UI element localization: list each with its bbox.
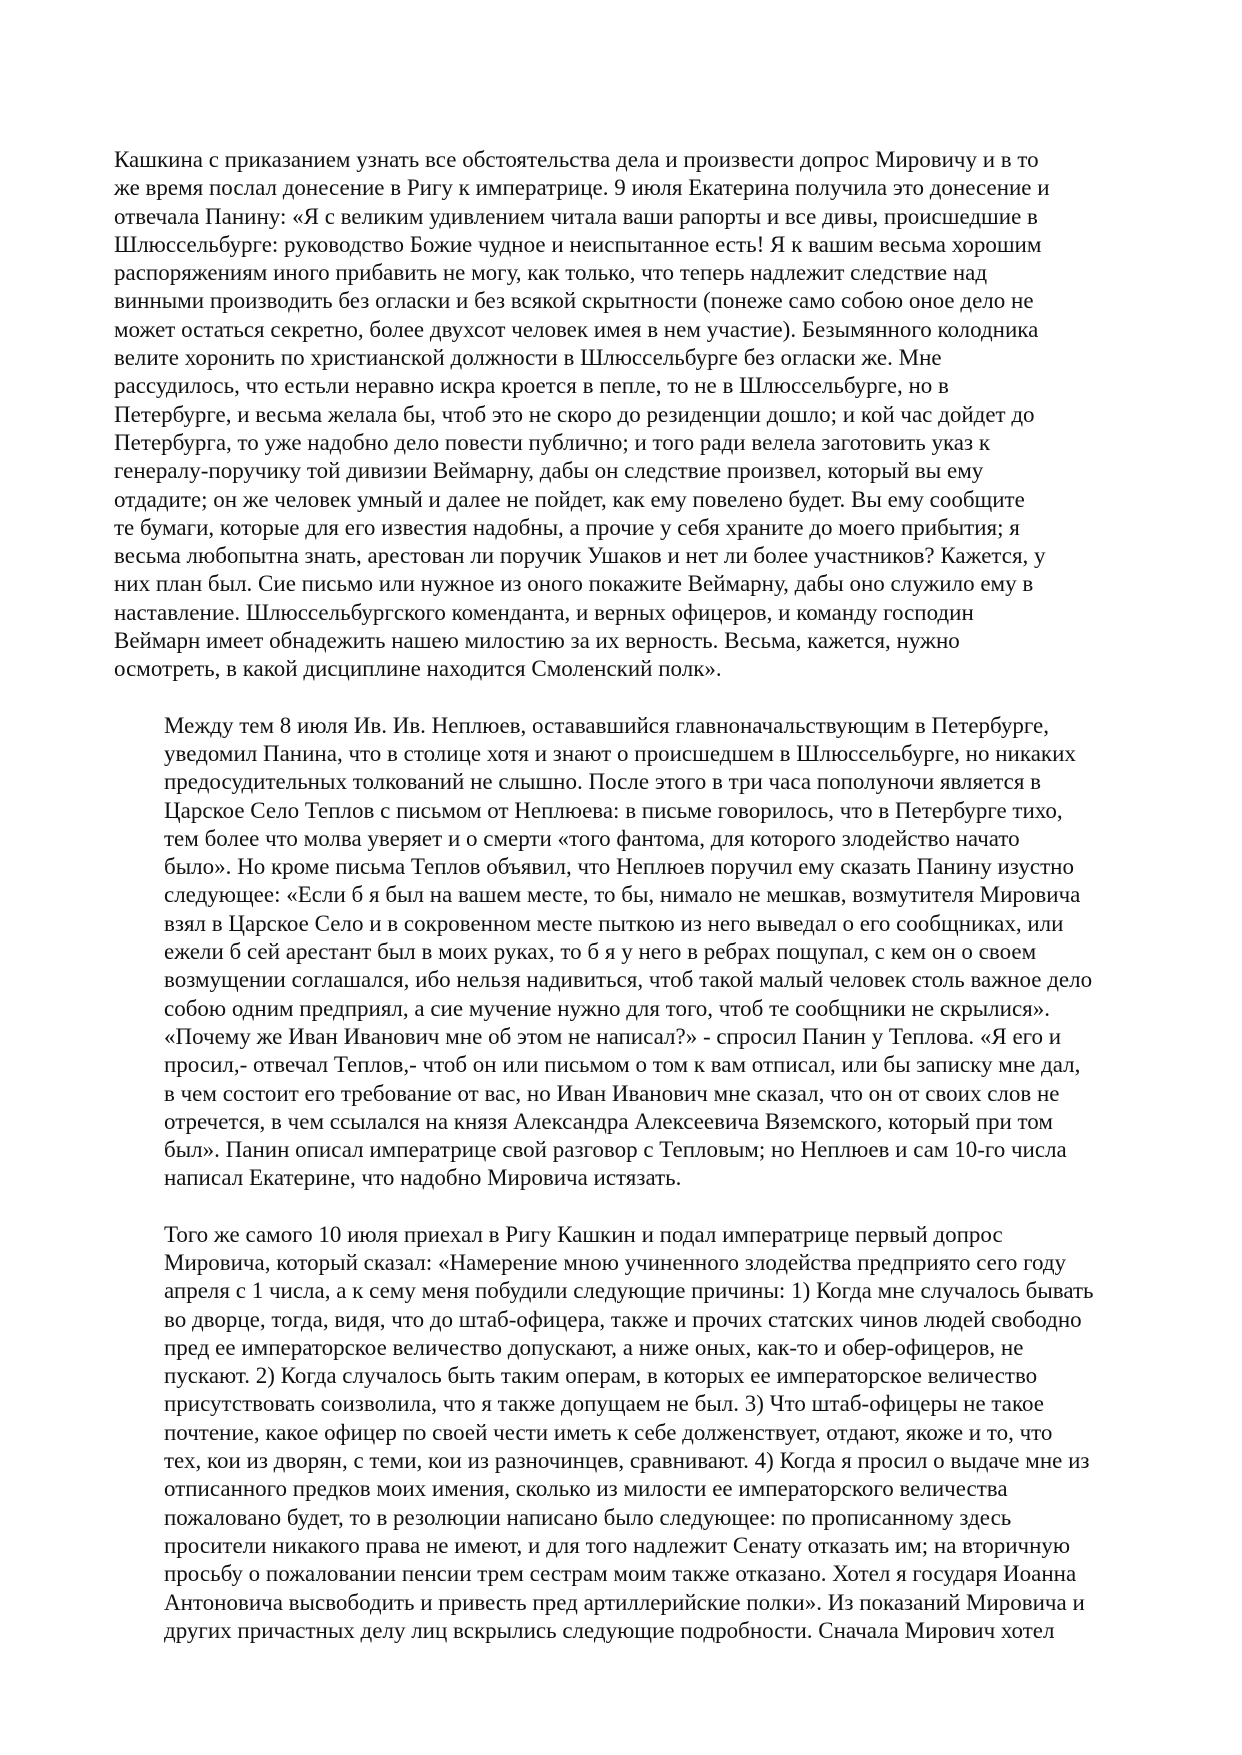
text-line: собою одним предприял, а сие мучение нужно для того, чтоб те сообщники не скрылися». bbox=[164, 995, 1050, 1021]
text-line: следующее: «Если б я был на вашем месте, то бы, нимало не мешкав, возмутителя Мировича bbox=[164, 882, 1081, 908]
text-line: Антоновича высвободить и привесть пред артиллерийские полки». Из показаний Мировича и bbox=[164, 1589, 1085, 1615]
text-line: может остаться секретно, более двухсот человек имея в нем участие). Безымянного колодника bbox=[114, 316, 1039, 342]
text-line: Того же самого 10 июля приехал в Ригу Кашкин и подал императрице первый допрос bbox=[164, 1221, 1003, 1247]
paragraph bbox=[114, 146, 1124, 684]
text-line: Кашкина с приказанием узнать все обстоятельства дела и произвести допрос Мировичу и в то bbox=[114, 147, 1039, 172]
text-line: Веймарн имеет обнадежить нашею милостию за их верность. Весьма, кажется, нужно bbox=[114, 628, 960, 654]
text-line: отдадите; он же человек умный и далее не пойдет, как ему повелено будет. Вы ему сообщите bbox=[114, 486, 1025, 512]
text-line: ежели б сей арестант был в моих руках, то б я у него в ребрах пощупал, с кем он о своем bbox=[164, 939, 1037, 965]
text-line: же время послал донесение в Ригу к императрице. 9 июля Екатерина получила это донесение и bbox=[114, 175, 1050, 201]
text-line: велите хоронить по христианской должности в Шлюссельбурге без огласки же. Мне bbox=[114, 345, 942, 371]
text-line: уведомил Панина, что в столице хотя и знают о происшедшем в Шлюссельбурге, но никаких bbox=[164, 740, 1076, 766]
text-line: отречется, в чем ссылался на князя Александра Алексеевича Вяземского, который при том bbox=[164, 1108, 1053, 1134]
text-line: Шлюссельбурге: руководство Божие чудное и неиспытанное есть! Я к вашим весьма хорошим bbox=[114, 231, 1042, 257]
text-line: весьма любопытна знать, арестован ли поручик Ушаков и нет ли более участников? Кажется, у bbox=[114, 543, 1046, 569]
text-line: пожаловано будет, то в резолюции написано было следующее: по прописанному здесь bbox=[164, 1504, 1012, 1530]
text-line: предосудительных толкований не слышно. После этого в три часа пополуночи является в bbox=[164, 769, 1042, 795]
text-line: во дворце, тогда, видя, что до штаб-офицера, также и прочих статских чинов людей свободно bbox=[164, 1306, 1082, 1332]
text-line: них план был. Сие письмо или нужное из оного покажите Веймарну, дабы оно служило ему в bbox=[114, 571, 1034, 597]
text-line: в чем состоит его требование от вас, но Иван Иванович мне сказал, что он от своих слов не bbox=[164, 1080, 1060, 1106]
text-line: «Почему же Иван Иванович мне об этом не написал?» - спросил Панин у Теплова. «Я его и bbox=[164, 1023, 1062, 1049]
text-line: просьбу о пожаловании пенсии трем сестрам моим также отказано. Хотел я государя Иоанна bbox=[164, 1561, 1077, 1587]
text-line: написал Екатерине, что надобно Мировича истязать. bbox=[164, 1165, 682, 1191]
text-line: возмущении соглашался, ибо нельзя надивиться, чтоб такой малый человек столь важное дело bbox=[164, 967, 1093, 993]
text-line: почтение, какое офицер по своей чести иметь к себе долженствует, отдают, якоже и то, что bbox=[164, 1419, 1053, 1445]
text-line: было». Но кроме письма Теплов объявил, что Неплюев поручил ему сказать Панину изустно bbox=[164, 854, 1074, 880]
text-line: генералу-поручику той дивизии Веймарну, дабы он следствие произвел, который вы ему bbox=[114, 458, 984, 484]
paragraph bbox=[114, 712, 1124, 1193]
text-line: пред ее императорское величество допускают, а ниже оных, как-то и обер-офицеров, не bbox=[164, 1334, 1024, 1360]
text-line: апреля с 1 числа, а к сему меня побудили следующие причины: 1) Когда мне случалось бывать bbox=[164, 1278, 1094, 1304]
paragraph bbox=[114, 1221, 1124, 1645]
text-line: распоряжениям иного прибавить не могу, как только, что теперь надлежит следствие над bbox=[114, 260, 988, 286]
text-line: наставление. Шлюссельбургского коменданта, и верных офицеров, и команду господин bbox=[114, 599, 974, 625]
text-line: других причастных делу лиц вскрылись следующие подробности. Сначала Мирович хотел bbox=[164, 1617, 1055, 1643]
text-line: Между тем 8 июля Ив. Ив. Неплюев, остававшийся главноначальствующим в Петербурге, bbox=[164, 712, 1049, 738]
text-line: отписанного предков моих имения, сколько из милости ее императорского величества bbox=[164, 1476, 1008, 1502]
text-line: осмотреть, в какой дисциплине находится Смоленский полк». bbox=[114, 656, 722, 682]
text-line: те бумаги, которые для его известия надобны, а прочие у себя храните до моего прибытия; я bbox=[114, 514, 1020, 540]
text-line: Мировича, который сказал: «Намерение мною учиненного злодейства предприято сего году bbox=[164, 1249, 1067, 1275]
text-line: Петербурга, то уже надобно дело повести публично; и того ради велела заготовить указ к bbox=[114, 429, 991, 455]
text-line: был». Панин описал императрице свой разговор с Тепловым; но Неплюев и сам 10-го числа bbox=[164, 1137, 1067, 1163]
text-line: отвечала Панину: «Я с великим удивлением читала ваши рапорты и все дивы, происшедшие в bbox=[114, 203, 1038, 229]
text-line: присутствовать соизволила, что я также допущаем не был. 3) Что штаб-офицеры не такое bbox=[164, 1391, 1044, 1417]
document-page bbox=[114, 146, 1124, 1645]
text-line: рассудилось, что естьли неравно искра кроется в пепле, то не в Шлюссельбурге, но в bbox=[114, 373, 949, 399]
text-line: винными производить без огласки и без всякой скрытности (понеже само собою оное дело не bbox=[114, 288, 1034, 314]
text-line: тех, кои из дворян, с теми, кои из разночинцев, сравнивают. 4) Когда я просил о выдаче мне из bbox=[164, 1448, 1090, 1474]
text-line: просители никакого права не имеют, и для того надлежит Сенату отказать им; на вторичную bbox=[164, 1532, 1071, 1558]
text-line: тем более что молва уверяет и о смерти «того фантома, для которого злодейство начато bbox=[164, 825, 1020, 851]
text-line: пускают. 2) Когда случалось быть таким операм, в которых ее императорское величество bbox=[164, 1363, 1038, 1389]
text-line: просил,- отвечал Теплов,- чтоб он или письмом о том к вам отписал, или бы записку мне дал, bbox=[164, 1052, 1081, 1078]
text-line: Петербурге, и весьма желала бы, чтоб это не скоро до резиденции дошло; и кой час дойдет до bbox=[114, 401, 1035, 427]
text-line: взял в Царское Село и в сокровенном месте пыткою из него выведал о его сообщниках, или bbox=[164, 910, 1064, 936]
text-line: Царское Село Теплов с письмом от Неплюева: в письме говорилось, что в Петербурге тихо, bbox=[164, 797, 1063, 823]
